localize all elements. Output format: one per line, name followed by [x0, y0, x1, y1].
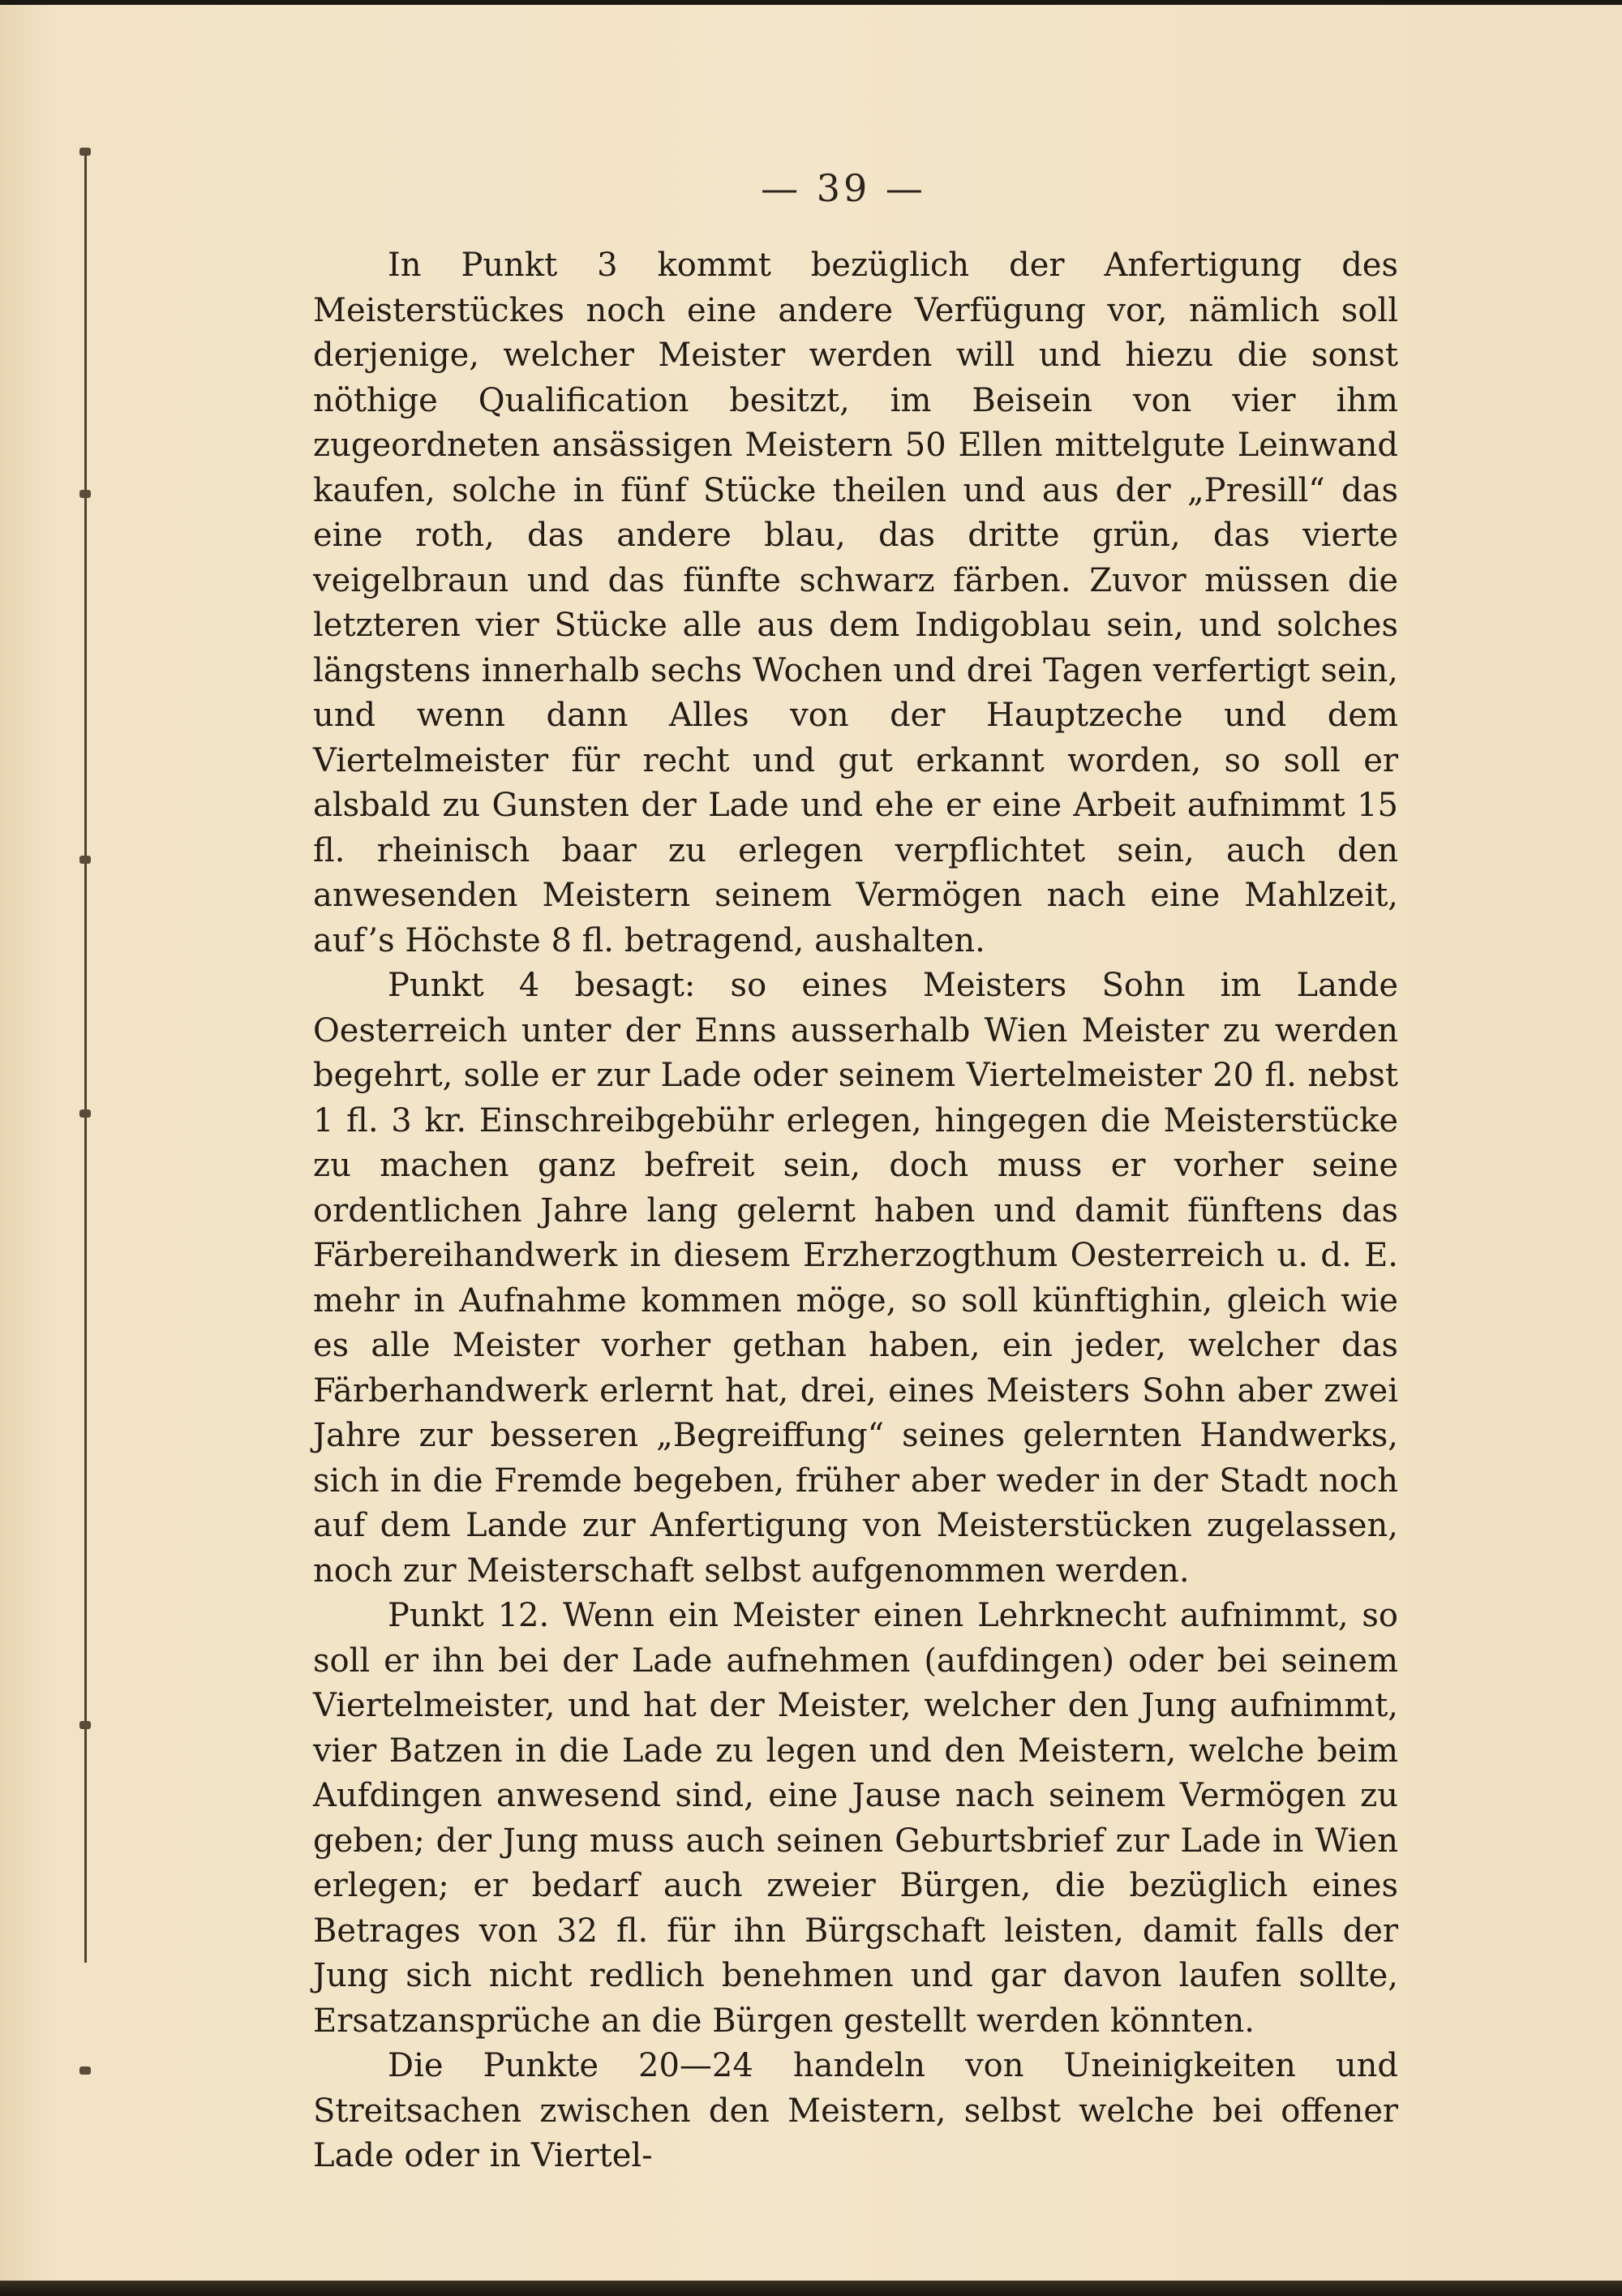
page-bottom-edge: [0, 2281, 1622, 2296]
binding-stitch-mark: [79, 148, 91, 156]
body-text: [313, 243, 1398, 2179]
page-top-edge: [0, 0, 1622, 5]
paragraph: In Punkt 3 kommt bezüglich der Anfertigung des Meisterstückes noch eine andere Verfügung vor, nämlich soll derjenige, welcher Meister werden will und hiezu die sonst nöthige Qualification besitzt, im Beisein von vier ihm zugeordneten ansässigen Meistern 50 Ellen mittelgute Leinwand kaufen, solche in fünf Stücke theilen und aus der „Presill“ das eine roth, das andere blau, das dritte grün, das vierte veigelbraun und das fünfte schwarz färben. Zuvor müssen die letzteren vier Stücke alle aus dem Indigoblau sein, und solches längstens innerhalb sechs Wochen und drei Tagen verfertigt sein, und wenn dann Alles von der Hauptzeche und dem Viertelmeister für recht und gut erkannt worden, so soll er alsbald zu Gunsten der Lade und ehe er eine Arbeit aufnimmt 15 fl. rheinisch baar zu erlegen verpflichtet sein, auch den anwesenden Meistern seinem Vermögen nach eine Mahlzeit, auf’s Höchste 8 fl. betragend, aushalten.: [313, 247, 1398, 959]
paragraph: Die Punkte 20—24 handeln von Uneinigkeiten und Streitsachen zwischen den Meistern, selbst welche bei offener Lade oder in Viertel-: [313, 2047, 1398, 2174]
page-number: — 39 —: [761, 166, 926, 210]
binding-stitch-mark: [79, 1109, 91, 1118]
binding-stitch-mark: [79, 1721, 91, 1729]
paragraph: Punkt 4 besagt: so eines Meisters Sohn im Lande Oesterreich unter der Enns ausserhalb Wien Meister zu werden begehrt, solle er zur Lade oder seinem Viertelmeister 20 fl. nebst 1 fl. 3 kr. Einschreibgebühr erlegen, hingegen die Meisterstücke zu machen ganz befreit sein, doch muss er vorher seine ordentlichen Jahre lang gelernt haben und damit fünftens das Färbereihandwerk in diesem Erzherzogthum Oesterreich u. d. E. mehr in Aufnahme kommen möge, so soll künftighin, gleich wie es alle Meister vorher gethan haben, ein jeder, welcher das Färberhandwerk erlernt hat, drei, eines Meisters Sohn aber zwei Jahre zur besseren „Begreiffung“ seines gelernten Handwerks, sich in die Fremde begeben, früher aber weder in der Stadt noch auf dem Lande zur Anfertigung von Meisterstücken zugelassen, noch zur Meisterschaft selbst aufgenommen werden.: [313, 967, 1398, 1590]
binding-gutter-line: [84, 154, 87, 1963]
paragraph: Punkt 12. Wenn ein Meister einen Lehrknecht aufnimmt, so soll er ihn bei der Lade aufnehmen (aufdingen) oder bei seinem Viertelmeister, und hat der Meister, welcher den Jung aufnimmt, vier Batzen in die Lade zu legen und den Meistern, welche beim Aufdingen anwesend sind, eine Jause nach seinem Vermögen zu geben; der Jung muss auch seinen Geburtsbrief zur Lade in Wien erlegen; er bedarf auch zweier Bürgen, die bezüglich eines Betrages von 32 fl. für ihn Bürgschaft leisten, damit falls der Jung sich nicht redlich benehmen und gar davon laufen sollte, Ersatzansprüche an die Bürgen gestellt werden könnten.: [313, 1597, 1398, 2040]
binding-stitch-mark: [79, 2066, 91, 2075]
binding-stitch-mark: [79, 856, 91, 864]
binding-stitch-mark: [79, 490, 91, 498]
